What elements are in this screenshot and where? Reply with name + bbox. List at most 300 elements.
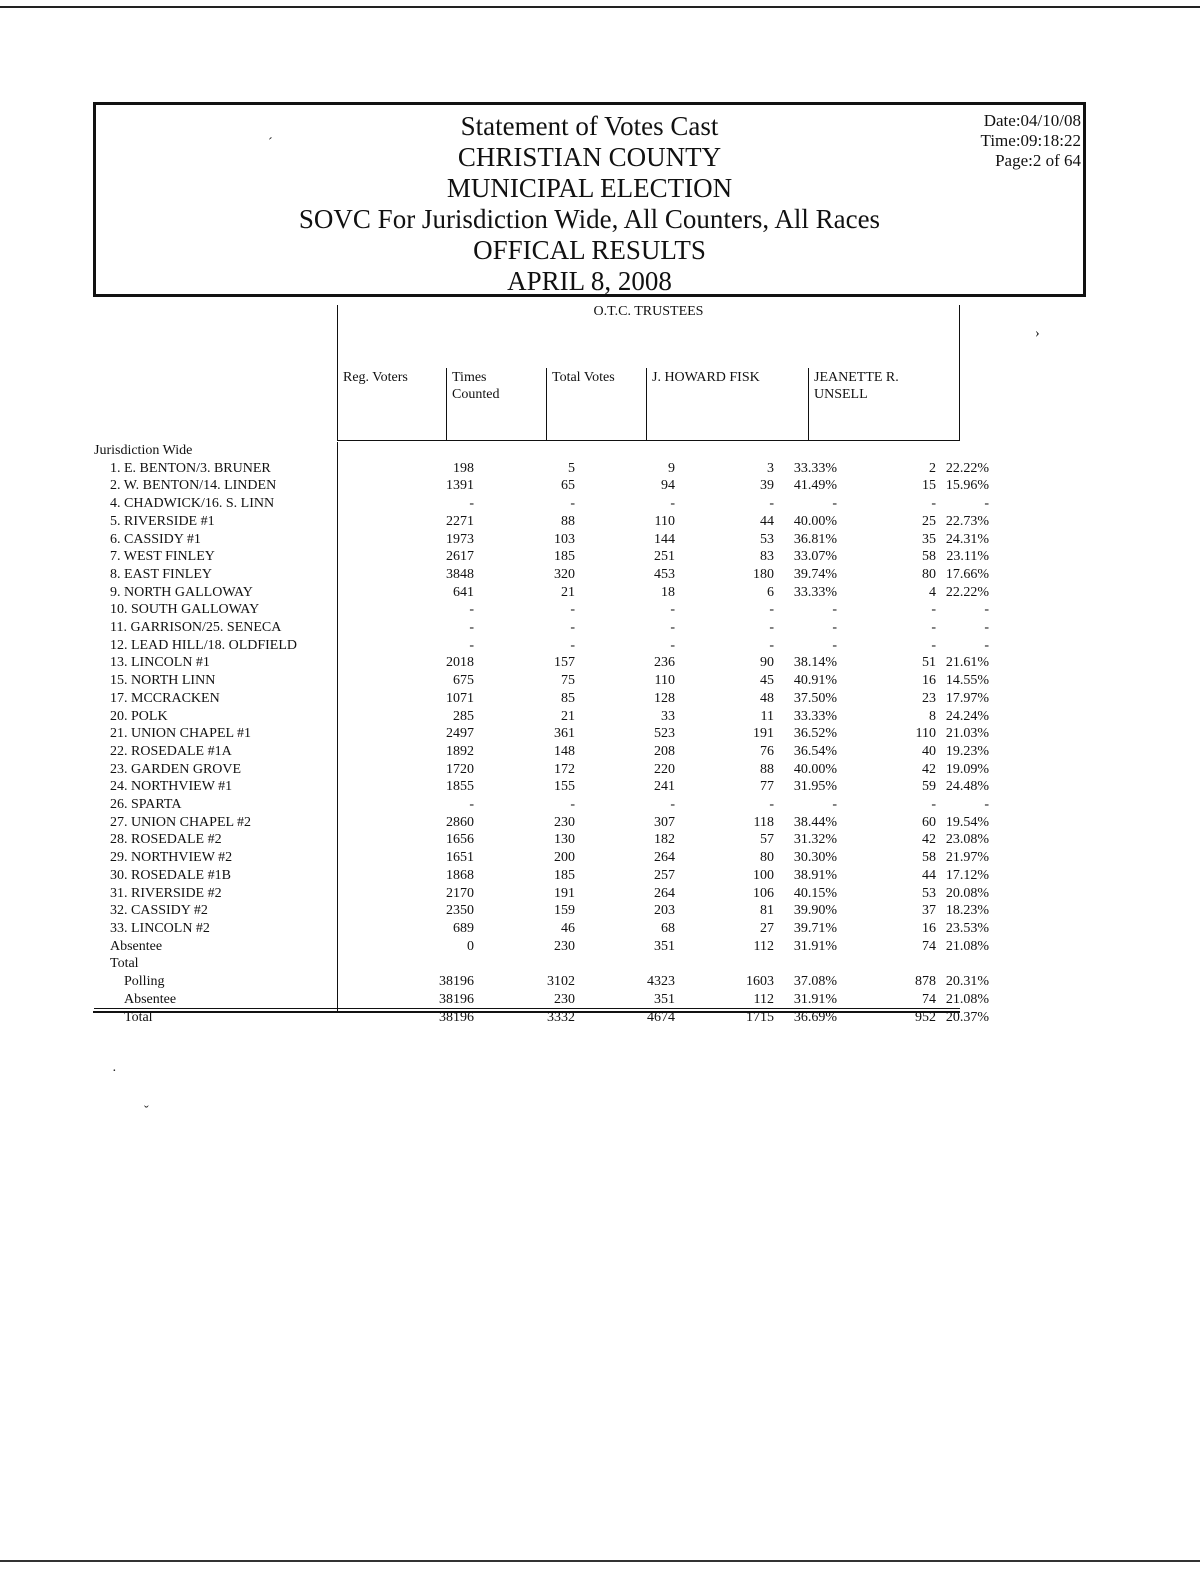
candidate-2-percent: 14.55%	[945, 673, 989, 689]
title-line-6: APRIL 8, 2008	[507, 266, 672, 296]
candidate-1-percent: -	[832, 797, 837, 813]
candidate-1-percent: 36.69%	[793, 1009, 837, 1025]
candidate-2-percent: 18.23%	[945, 903, 989, 919]
reg-voters-value: 1892	[446, 743, 474, 759]
table-row	[94, 708, 989, 726]
times-counted-value: 85	[561, 690, 575, 706]
times-counted-value: 5	[568, 460, 575, 476]
times-counted-value: 172	[554, 761, 575, 777]
times-counted-value: 320	[554, 566, 575, 582]
jurisdiction-name: 9. NORTH GALLOWAY	[110, 584, 253, 600]
candidate-1-percent: 31.32%	[793, 832, 837, 848]
col-candidate-2-line1: JEANETTE R.	[814, 370, 899, 385]
jurisdiction-name: 23. GARDEN GROVE	[110, 761, 242, 777]
jurisdiction-name: Absentee	[110, 938, 163, 954]
table-row	[94, 601, 989, 619]
candidate-1-votes: 45	[760, 673, 774, 689]
reg-voters-value: 675	[453, 673, 474, 689]
col-candidate-1: J. HOWARD FISK	[652, 370, 760, 385]
table-row	[94, 619, 989, 637]
jurisdiction-name: 32. CASSIDY #2	[110, 903, 208, 919]
table-row	[94, 885, 989, 903]
times-counted-value: 230	[554, 814, 575, 830]
reg-voters-value: 0	[467, 938, 474, 954]
candidate-1-votes: 57	[760, 832, 774, 848]
results-table	[94, 442, 989, 1026]
candidate-2-votes: 42	[922, 761, 936, 777]
candidate-2-votes: 8	[929, 708, 936, 724]
reg-voters-value: 1868	[446, 867, 474, 883]
candidate-2-votes: 51	[922, 655, 936, 671]
times-counted-value: -	[570, 602, 575, 618]
jurisdiction-name: 29. NORTHVIEW #2	[110, 850, 233, 866]
candidate-2-votes: 74	[922, 938, 936, 954]
times-counted-value: 21	[561, 584, 575, 600]
table-row	[94, 743, 989, 761]
candidate-1-votes: 39	[760, 478, 774, 494]
jurisdiction-name: 27. UNION CHAPEL #2	[110, 814, 252, 830]
col-candidate-2-line2: UNSELL	[814, 387, 868, 402]
table-row	[94, 814, 989, 832]
candidate-2-votes: -	[931, 496, 936, 512]
scan-mark: ´	[268, 136, 273, 151]
candidate-2-votes: -	[931, 602, 936, 618]
candidate-2-votes: 110	[915, 726, 936, 742]
total-votes-value: 4323	[647, 974, 675, 990]
candidate-2-percent: 23.08%	[945, 832, 989, 848]
total-votes-value: 241	[654, 779, 675, 795]
candidate-2-votes: 37	[922, 903, 936, 919]
col-times-counted	[452, 369, 499, 403]
times-counted-value: 155	[554, 779, 575, 795]
candidate-1-percent: -	[832, 602, 837, 618]
times-counted-value: 230	[554, 991, 575, 1007]
total-votes-value: 307	[654, 814, 675, 830]
table-row	[94, 867, 989, 885]
reg-voters-value: 689	[453, 920, 474, 936]
col-separator	[808, 368, 809, 441]
reg-voters-value: 2497	[446, 726, 474, 742]
candidate-1-votes: 112	[753, 938, 774, 954]
total-votes-value: 203	[654, 903, 675, 919]
table-row	[94, 796, 989, 814]
jurisdiction-name: 31. RIVERSIDE #2	[110, 885, 222, 901]
reg-voters-value: 1391	[446, 478, 474, 494]
candidate-1-percent: 30.30%	[793, 850, 837, 866]
candidate-2-votes: 53	[922, 885, 936, 901]
candidate-2-votes: 59	[922, 779, 936, 795]
candidate-1-votes: 100	[753, 867, 774, 883]
section-label: Jurisdiction Wide	[94, 443, 193, 458]
total-votes-value: 18	[661, 584, 675, 600]
report-header	[93, 102, 1086, 297]
candidate-1-percent: 33.07%	[793, 549, 837, 565]
report-date: Date:04/10/08	[983, 111, 1081, 130]
table-row	[94, 495, 989, 513]
jurisdiction-name: 17. MCCRACKEN	[110, 690, 220, 706]
candidate-2-percent: -	[984, 637, 989, 653]
total-votes-value: 257	[654, 867, 675, 883]
total-votes-value: -	[670, 620, 675, 636]
jurisdiction-name: 15. NORTH LINN	[110, 673, 216, 689]
table-row	[94, 902, 989, 920]
table-row	[94, 938, 989, 956]
table-row	[94, 477, 989, 495]
candidate-2-votes: 23	[922, 690, 936, 706]
times-counted-value: 130	[554, 832, 575, 848]
scan-mark: ·	[112, 1064, 117, 1079]
candidate-1-votes: -	[769, 496, 774, 512]
scan-bottom-border	[0, 1560, 1200, 1562]
times-counted-value: 191	[554, 885, 575, 901]
total-rule	[93, 1011, 960, 1013]
candidate-1-votes: 27	[760, 920, 774, 936]
candidate-1-percent: 38.14%	[793, 655, 837, 671]
total-votes-value: 94	[661, 478, 675, 494]
reg-voters-value: 2617	[446, 549, 474, 565]
col-times-counted-line1: Times	[452, 370, 487, 385]
times-counted-value: 200	[554, 850, 575, 866]
col-separator	[446, 368, 447, 441]
table-row	[94, 831, 989, 849]
candidate-1-percent: 37.50%	[793, 690, 837, 706]
candidate-2-percent: 22.73%	[945, 513, 989, 529]
jurisdiction-name: 7. WEST FINLEY	[110, 549, 215, 565]
candidate-1-percent: 39.74%	[793, 566, 837, 582]
candidate-2-votes: 44	[922, 867, 936, 883]
candidate-1-percent: 33.33%	[793, 584, 837, 600]
candidate-2-percent: -	[984, 602, 989, 618]
total-votes-value: 236	[654, 655, 675, 671]
total-votes-value: 4674	[647, 1009, 675, 1025]
total-votes-value: 453	[654, 566, 675, 582]
candidate-2-votes: 40	[922, 743, 936, 759]
table-row	[94, 654, 989, 672]
candidate-1-percent: 41.49%	[793, 478, 837, 494]
col-separator	[546, 368, 547, 441]
candidate-1-percent: 40.15%	[793, 885, 837, 901]
title-line-1: Statement of Votes Cast	[460, 111, 719, 141]
candidate-1-votes: 180	[753, 566, 774, 582]
table-row	[94, 920, 989, 938]
reg-voters-value: 2018	[446, 655, 474, 671]
candidate-1-percent: 36.54%	[793, 743, 837, 759]
col-reg-voters: Reg. Voters	[343, 370, 408, 385]
candidate-2-percent: 17.66%	[945, 566, 989, 582]
candidate-2-votes: 60	[922, 814, 936, 830]
table-row	[94, 460, 989, 478]
times-counted-value: 230	[554, 938, 575, 954]
times-counted-value: 65	[561, 478, 575, 494]
candidate-1-votes: 118	[753, 814, 774, 830]
table-row	[94, 513, 989, 531]
candidate-2-percent: 21.03%	[945, 726, 989, 742]
reg-voters-value: 1855	[446, 779, 474, 795]
candidate-2-percent: 19.23%	[945, 743, 989, 759]
candidate-2-percent: 17.12%	[945, 867, 989, 883]
total-votes-value: 351	[654, 938, 675, 954]
times-counted-value: -	[570, 496, 575, 512]
candidate-2-percent: 22.22%	[945, 584, 989, 600]
candidate-2-votes: 2	[929, 460, 936, 476]
candidate-2-votes: 74	[922, 991, 936, 1007]
candidate-2-votes: 58	[922, 549, 936, 565]
candidate-1-votes: 44	[760, 513, 774, 529]
reg-voters-value: -	[469, 602, 474, 618]
totals-row	[94, 973, 989, 991]
jurisdiction-name: 33. LINCOLN #2	[110, 920, 210, 936]
candidate-2-votes: -	[931, 637, 936, 653]
candidate-2-percent: 22.22%	[945, 460, 989, 476]
reg-voters-value: 285	[453, 708, 474, 724]
candidate-1-votes: -	[769, 637, 774, 653]
total-votes-value: -	[670, 602, 675, 618]
times-counted-value: 103	[554, 531, 575, 547]
total-votes-value: -	[670, 797, 675, 813]
table-row	[94, 761, 989, 779]
reg-voters-value: 198	[453, 460, 474, 476]
candidate-1-votes: 191	[753, 726, 774, 742]
candidate-1-percent: 40.00%	[793, 513, 837, 529]
reg-voters-value: 38196	[439, 1009, 474, 1025]
table-row	[94, 725, 989, 743]
total-votes-value: 264	[654, 885, 675, 901]
jurisdiction-name: 11. GARRISON/25. SENECA	[110, 620, 282, 636]
candidate-2-votes: 16	[922, 920, 936, 936]
candidate-2-percent: 21.61%	[945, 655, 989, 671]
candidate-1-votes: -	[769, 602, 774, 618]
candidate-2-votes: 42	[922, 832, 936, 848]
table-row	[94, 548, 989, 566]
report-time: Time:09:18:22	[980, 131, 1081, 150]
reg-voters-value: 38196	[439, 991, 474, 1007]
total-votes-value: 128	[654, 690, 675, 706]
candidate-2-percent: -	[984, 496, 989, 512]
total-votes-value: 264	[654, 850, 675, 866]
total-votes-value: -	[670, 496, 675, 512]
candidate-1-percent: 37.08%	[793, 974, 837, 990]
report-page: Page:2 of 64	[995, 151, 1081, 170]
candidate-2-percent: 20.31%	[945, 974, 989, 990]
candidate-2-percent: -	[984, 620, 989, 636]
scan-mark: ˇ	[144, 1104, 149, 1119]
reg-voters-value: -	[469, 496, 474, 512]
report-meta	[981, 111, 1081, 171]
times-counted-value: -	[570, 797, 575, 813]
candidate-2-percent: 23.11%	[946, 549, 989, 565]
candidate-2-percent: 24.31%	[945, 531, 989, 547]
jurisdiction-name: 6. CASSIDY #1	[110, 531, 201, 547]
candidate-2-percent: -	[984, 797, 989, 813]
candidate-1-percent: -	[832, 637, 837, 653]
jurisdiction-name: 24. NORTHVIEW #1	[110, 779, 233, 795]
scan-top-border	[0, 6, 1200, 8]
jurisdiction-name: 30. ROSEDALE #1B	[110, 867, 231, 883]
jurisdiction-name: 2. W. BENTON/14. LINDEN	[110, 478, 277, 494]
totals-label: Total	[110, 956, 139, 972]
reg-voters-value: 1720	[446, 761, 474, 777]
candidate-1-percent: 36.52%	[793, 726, 837, 742]
candidate-1-percent: 36.81%	[793, 531, 837, 547]
reg-voters-value: -	[469, 637, 474, 653]
times-counted-value: 157	[554, 655, 575, 671]
totals-label-row	[94, 955, 989, 973]
table-row	[94, 637, 989, 655]
candidate-1-votes: 80	[760, 850, 774, 866]
total-votes-value: 182	[654, 832, 675, 848]
candidate-1-percent: -	[832, 620, 837, 636]
candidate-1-percent: 31.91%	[793, 938, 837, 954]
jurisdiction-name: 1. E. BENTON/3. BRUNER	[110, 460, 271, 476]
title-line-5: OFFICAL RESULTS	[473, 235, 706, 265]
total-votes-value: 144	[654, 531, 675, 547]
jurisdiction-name: 28. ROSEDALE #2	[110, 832, 222, 848]
candidate-1-votes: 106	[753, 885, 774, 901]
absentee-underline	[94, 1008, 960, 1009]
times-counted-value: 185	[554, 867, 575, 883]
candidate-1-percent: 31.95%	[793, 779, 837, 795]
candidate-2-percent: 24.24%	[945, 708, 989, 724]
candidate-2-percent: 21.08%	[945, 938, 989, 954]
candidate-2-percent: 21.97%	[945, 850, 989, 866]
candidate-1-percent: 40.91%	[793, 673, 837, 689]
table-row	[94, 672, 989, 690]
candidate-2-votes: 58	[922, 850, 936, 866]
report-title	[96, 111, 1083, 297]
candidate-1-votes: 76	[760, 743, 774, 759]
jurisdiction-name: 12. LEAD HILL/18. OLDFIELD	[110, 637, 298, 653]
reg-voters-value: 38196	[439, 974, 474, 990]
reg-voters-value: 2860	[446, 814, 474, 830]
reg-voters-value: 641	[453, 584, 474, 600]
table-row	[94, 778, 989, 796]
reg-voters-value: 3848	[446, 566, 474, 582]
table-row	[94, 531, 989, 549]
col-separator	[646, 368, 647, 441]
times-counted-value: 3102	[547, 974, 575, 990]
table-row	[94, 566, 989, 584]
jurisdiction-name: 21. UNION CHAPEL #1	[110, 726, 252, 742]
times-counted-value: 148	[554, 743, 575, 759]
total-votes-value: 110	[654, 513, 675, 529]
candidate-2-percent: 20.08%	[945, 885, 989, 901]
reg-voters-value: 1071	[446, 690, 474, 706]
jurisdiction-name: Absentee	[124, 991, 177, 1007]
candidate-1-votes: 53	[760, 531, 774, 547]
candidate-1-votes: 6	[767, 584, 774, 600]
reg-voters-value: -	[469, 620, 474, 636]
times-counted-value: 21	[561, 708, 575, 724]
candidate-2-votes: -	[931, 620, 936, 636]
jurisdiction-name: 20. POLK	[110, 708, 168, 724]
jurisdiction-name: 5. RIVERSIDE #1	[110, 513, 215, 529]
race-title: O.T.C. TRUSTEES	[593, 304, 704, 319]
col-candidate-2	[814, 369, 899, 403]
reg-voters-value: -	[469, 797, 474, 813]
candidate-1-votes: -	[769, 620, 774, 636]
candidate-1-votes: 11	[760, 708, 774, 724]
candidate-2-percent: 20.37%	[945, 1009, 989, 1025]
total-votes-value: 351	[654, 991, 675, 1007]
total-votes-value: 220	[654, 761, 675, 777]
table-row	[94, 690, 989, 708]
jurisdiction-name: 22. ROSEDALE #1A	[110, 743, 232, 759]
times-counted-value: 46	[561, 920, 575, 936]
candidate-1-votes: 77	[760, 779, 774, 795]
reg-voters-value: 1973	[446, 531, 474, 547]
table-row	[94, 849, 989, 867]
times-counted-value: 3332	[547, 1009, 575, 1025]
col-times-counted-line2: Counted	[452, 387, 500, 402]
jurisdiction-name: Total	[124, 1009, 153, 1025]
candidate-1-votes: 1603	[746, 974, 774, 990]
total-votes-value: 9	[668, 460, 675, 476]
times-counted-value: 159	[554, 903, 575, 919]
scan-mark: ›	[1035, 326, 1040, 341]
candidate-2-votes: 878	[915, 974, 936, 990]
candidate-2-percent: 24.48%	[945, 779, 989, 795]
candidate-1-votes: 3	[767, 460, 774, 476]
candidate-2-votes: 25	[922, 513, 936, 529]
candidate-2-percent: 19.54%	[945, 814, 989, 830]
reg-voters-value: 2170	[446, 885, 474, 901]
title-line-2: CHRISTIAN COUNTY	[457, 142, 722, 172]
candidate-2-votes: 4	[929, 584, 936, 600]
candidate-2-votes: -	[931, 797, 936, 813]
results-body	[94, 442, 989, 1026]
candidate-2-votes: 952	[915, 1009, 936, 1025]
candidate-1-votes: 112	[753, 991, 774, 1007]
candidate-2-percent: 19.09%	[945, 761, 989, 777]
candidate-2-votes: 15	[922, 478, 936, 494]
candidate-2-votes: 16	[922, 673, 936, 689]
candidate-2-votes: 80	[922, 566, 936, 582]
totals-row	[94, 991, 989, 1009]
candidate-1-votes: 48	[760, 690, 774, 706]
candidate-2-percent: 17.97%	[945, 690, 989, 706]
candidate-1-percent: -	[832, 496, 837, 512]
jurisdiction-name: 4. CHADWICK/16. S. LINN	[110, 496, 275, 512]
reg-voters-value: 1651	[446, 850, 474, 866]
jurisdiction-name: 26. SPARTA	[110, 797, 182, 813]
candidate-1-votes: 90	[760, 655, 774, 671]
total-votes-value: -	[670, 637, 675, 653]
candidate-1-percent: 38.91%	[793, 867, 837, 883]
candidate-2-percent: 15.96%	[945, 478, 989, 494]
jurisdiction-name: 13. LINCOLN #1	[110, 655, 210, 671]
times-counted-value: 361	[554, 726, 575, 742]
candidate-1-votes: 83	[760, 549, 774, 565]
total-votes-value: 68	[661, 920, 675, 936]
candidate-1-percent: 39.71%	[793, 920, 837, 936]
candidate-2-percent: 21.08%	[945, 991, 989, 1007]
candidate-1-percent: 39.90%	[793, 903, 837, 919]
times-counted-value: -	[570, 620, 575, 636]
table-row	[94, 584, 989, 602]
jurisdiction-name: 8. EAST FINLEY	[110, 566, 213, 582]
title-line-4: SOVC For Jurisdiction Wide, All Counters, All Races	[298, 204, 881, 234]
total-votes-value: 208	[654, 743, 675, 759]
times-counted-value: 185	[554, 549, 575, 565]
jurisdiction-name: Polling	[124, 974, 165, 990]
total-votes-value: 33	[661, 708, 675, 724]
candidate-2-votes: 35	[922, 531, 936, 547]
title-line-3: MUNICIPAL ELECTION	[446, 173, 733, 203]
candidate-1-percent: 33.33%	[793, 460, 837, 476]
col-total-votes: Total Votes	[552, 370, 615, 385]
times-counted-value: 75	[561, 673, 575, 689]
times-counted-value: -	[570, 637, 575, 653]
